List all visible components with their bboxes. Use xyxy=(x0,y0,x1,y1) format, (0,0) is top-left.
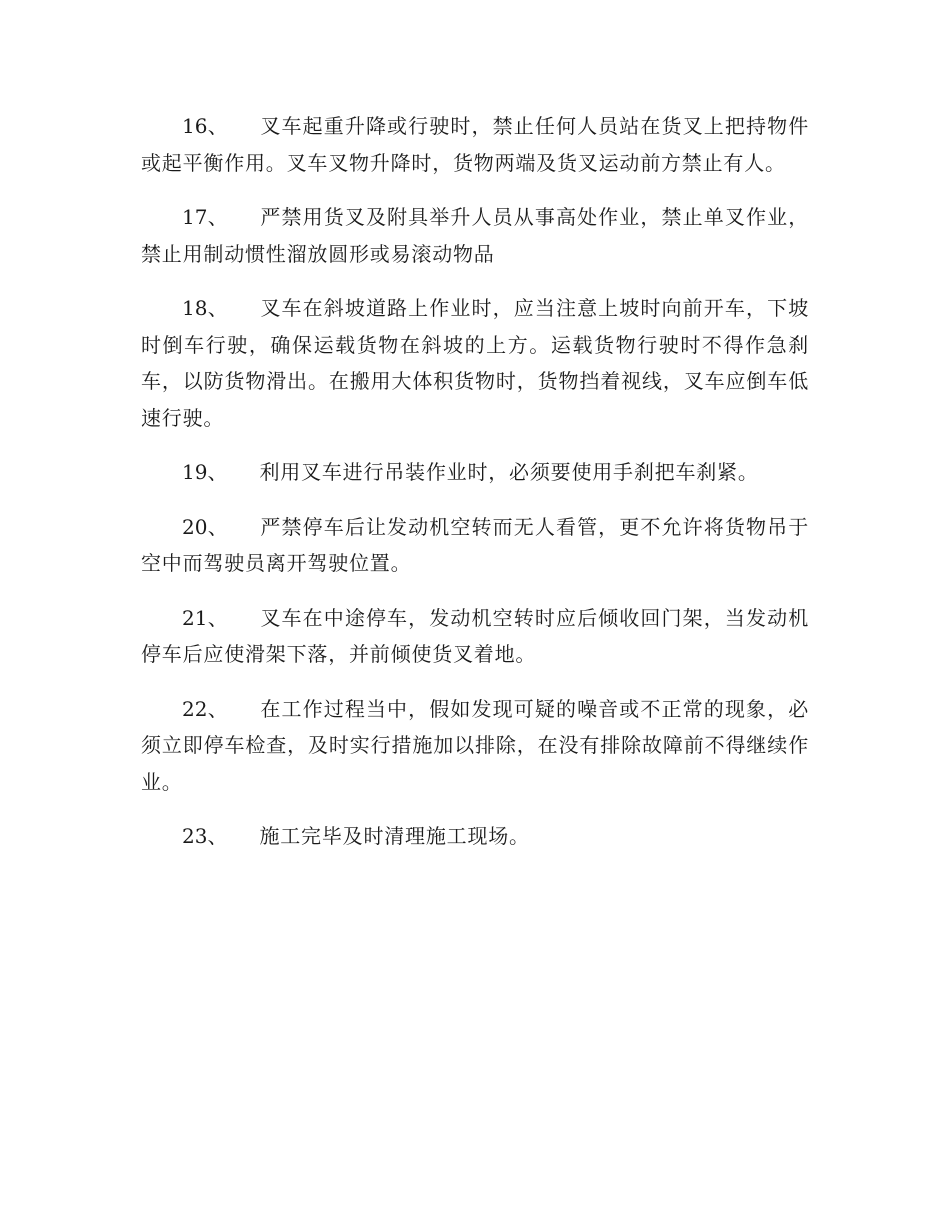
item-number: 23、 xyxy=(182,824,228,848)
item-number: 18、 xyxy=(182,296,229,320)
item-text: 叉车在斜坡道路上作业时，应当注意上坡时向前开车，下坡时倒车行驶，确保运载货物在斜坡的上方。运载货物行驶时不得作急刹车，以防货物滑出。在搬用大体积货物时，货物挡着视线，叉车应倒车低速行驶。 xyxy=(141,296,809,430)
item-number: 16、 xyxy=(182,114,229,138)
list-item xyxy=(141,600,809,673)
item-text: 严禁用货叉及附具举升人员从事高处作业，禁止单叉作业，禁止用制动惯性溜放圆形或易滚动物品 xyxy=(141,205,809,266)
item-number: 20、 xyxy=(182,514,229,539)
item-text: 施工完毕及时清理施工现场。 xyxy=(259,824,530,848)
list-item xyxy=(141,818,809,855)
list-item xyxy=(141,509,809,582)
list-item xyxy=(141,108,809,181)
list-item xyxy=(141,454,809,491)
document-body xyxy=(141,108,809,873)
item-text: 在工作过程当中，假如发现可疑的噪音或不正常的现象，必须立即停车检查，及时实行措施加以排除，在没有排除故障前不得继续作业。 xyxy=(141,696,809,794)
item-text: 利用叉车进行吊装作业时，必须要使用手刹把车刹紧。 xyxy=(259,460,759,484)
list-item xyxy=(141,199,809,272)
list-item xyxy=(141,290,809,436)
item-number: 21、 xyxy=(182,605,229,630)
item-number: 19、 xyxy=(182,460,228,484)
item-text: 叉车在中途停车，发动机空转时应后倾收回门架，当发动机停车后应使滑架下落，并前倾使货叉着地。 xyxy=(141,605,809,666)
list-item xyxy=(141,691,809,801)
item-number: 22、 xyxy=(182,696,229,721)
item-text: 严禁停车后让发动机空转而无人看管，更不允许将货物吊于空中而驾驶员离开驾驶位置。 xyxy=(141,514,809,575)
item-text: 叉车起重升降或行驶时，禁止任何人员站在货叉上把持物件或起平衡作用。叉车叉物升降时，货物两端及货叉运动前方禁止有人。 xyxy=(141,114,809,175)
item-number: 17、 xyxy=(182,205,229,229)
